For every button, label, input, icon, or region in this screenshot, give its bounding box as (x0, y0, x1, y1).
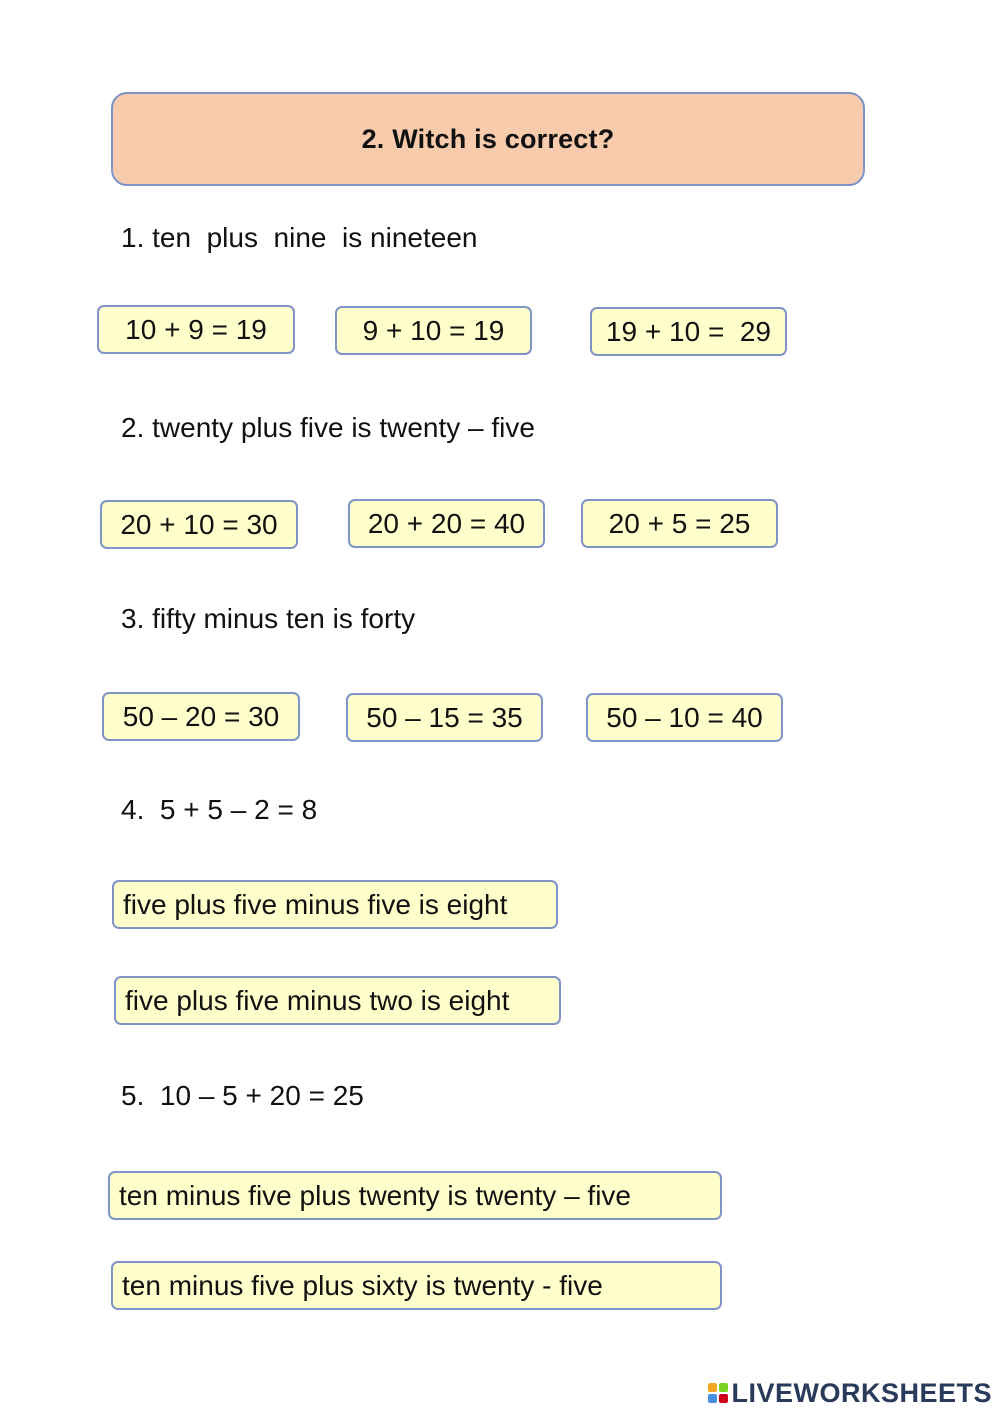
q1-option-3[interactable] (590, 307, 787, 356)
title-box (111, 92, 865, 186)
question-3-prompt: 3. fifty minus ten is forty (121, 603, 416, 634)
option-label: 20 + 20 = 40 (367, 507, 526, 539)
q1-option-2[interactable] (335, 306, 532, 355)
option-label: 20 + 10 = 30 (120, 508, 278, 540)
question-2-prompt: 2. twenty plus five is twenty – five (121, 412, 535, 443)
logo-mark-icon (708, 1383, 728, 1403)
q3-option-3[interactable] (586, 693, 783, 742)
option-label: ten minus five plus sixty is twenty - five (122, 1269, 603, 1301)
q3-option-1[interactable] (102, 692, 300, 741)
q5-option-2[interactable] (111, 1261, 722, 1310)
question-1-prompt: 1. ten plus nine is nineteen (121, 222, 478, 253)
option-label: 50 – 20 = 30 (122, 700, 280, 732)
question-4-prompt: 4. 5 + 5 – 2 = 8 (121, 794, 318, 825)
q4-option-1[interactable] (112, 880, 558, 929)
q2-option-2[interactable] (348, 499, 545, 548)
logo-text: LIVEWORKSHEETS (731, 1377, 992, 1408)
option-label: 9 + 10 = 19 (362, 314, 505, 346)
option-label: five plus five minus two is eight (125, 984, 510, 1016)
q1-option-1[interactable] (97, 305, 295, 354)
option-label: 19 + 10 = 29 (605, 315, 772, 347)
liveworksheets-logo (708, 1378, 992, 1408)
option-label: five plus five minus five is eight (123, 888, 508, 920)
q2-option-3[interactable] (581, 499, 778, 548)
option-label: 50 – 15 = 35 (366, 701, 523, 733)
q2-option-1[interactable] (100, 500, 298, 549)
option-label: 50 – 10 = 40 (606, 701, 763, 733)
q3-option-2[interactable] (346, 693, 543, 742)
page-title: 2. Witch is correct? (361, 123, 615, 154)
q5-option-1[interactable] (108, 1171, 722, 1220)
question-5-prompt: 5. 10 – 5 + 20 = 25 (121, 1080, 364, 1111)
option-label: 10 + 9 = 19 (125, 313, 267, 345)
option-label: ten minus five plus twenty is twenty – five (119, 1179, 631, 1211)
option-label: 20 + 5 = 25 (608, 507, 751, 539)
q4-option-2[interactable] (114, 976, 561, 1025)
